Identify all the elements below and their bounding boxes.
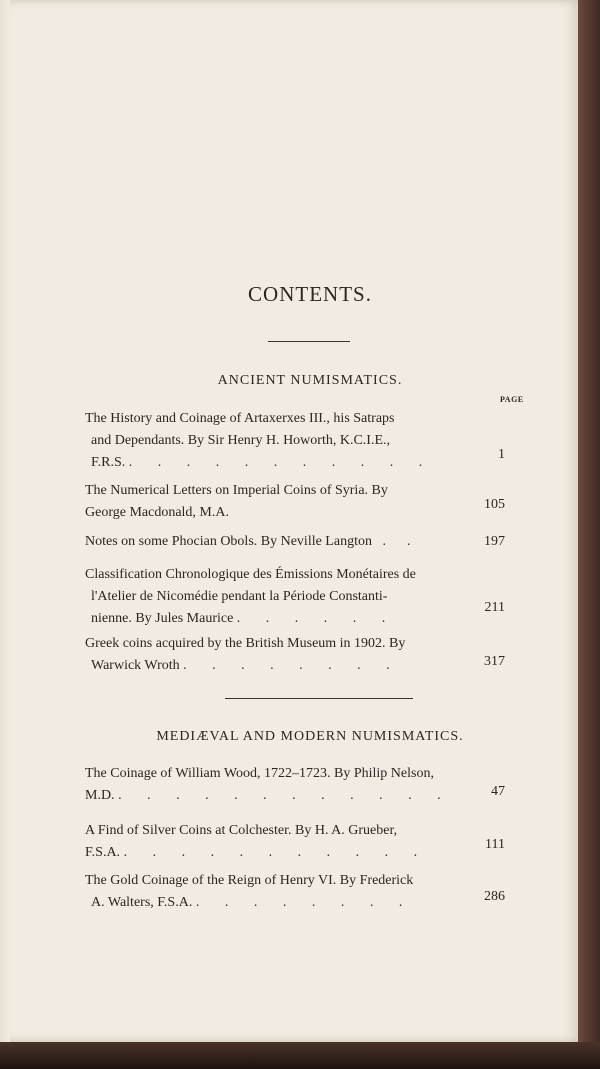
entry-line: The Gold Coinage of the Reign of Henry VI. By Frederick	[85, 873, 414, 888]
toc-entry[interactable]	[85, 763, 505, 807]
page-title: CONTENTS.	[248, 282, 372, 306]
entry-line-last: nienne. By Jules Maurice . . . . . .	[91, 611, 397, 626]
toc-entry[interactable]	[85, 633, 505, 677]
title-rule	[268, 341, 350, 342]
gutter-shadow	[0, 0, 10, 1042]
entry-line-last: F.R.S. . . . . . . . . . . .	[91, 455, 434, 470]
toc-entry[interactable]	[85, 870, 505, 914]
page-column-label: PAGE	[500, 395, 524, 404]
page-number: 1	[498, 447, 505, 462]
toc-entry[interactable]	[85, 531, 505, 553]
page-number: 197	[484, 534, 505, 549]
page-number: 111	[485, 837, 505, 852]
entry-line-last: A. Walters, F.S.A. . . . . . . . .	[91, 895, 414, 910]
page-number: 211	[484, 600, 505, 615]
section-rule	[225, 698, 413, 699]
toc-entry[interactable]	[85, 480, 505, 524]
entry-line: The Numerical Letters on Imperial Coins of Syria. By	[85, 483, 388, 498]
page-number: 105	[484, 497, 505, 512]
toc-entry[interactable]	[85, 564, 505, 630]
entry-line: Classification Chronologique des Émissions Monétaires de	[85, 567, 416, 582]
page-number: 47	[491, 784, 505, 799]
entry-line-last: George Macdonald, M.A.	[85, 505, 229, 520]
section-heading-medieval: MEDIÆVAL AND MODERN NUMISMATICS.	[156, 729, 464, 744]
entry-line: A Find of Silver Coins at Colchester. By H. A. Grueber,	[85, 823, 398, 838]
page-number: 286	[484, 889, 505, 904]
entry-line-last: Notes on some Phocian Obols. By Neville Langton . .	[85, 534, 411, 549]
toc-entry[interactable]	[85, 820, 505, 864]
book-bottom-edge	[0, 1042, 600, 1069]
entry-line-last: F.S.A. . . . . . . . . . . .	[85, 845, 429, 860]
entry-line-last: Warwick Wroth . . . . . . . .	[91, 658, 401, 673]
entry-line-last: M.D. . . . . . . . . . . . .	[85, 788, 452, 803]
book-cover-edge	[578, 0, 600, 1069]
entry-line: l'Atelier de Nicomédie pendant la Période Constanti-	[91, 589, 388, 604]
entry-line: and Dependants. By Sir Henry H. Howorth, K.C.I.E.,	[91, 433, 391, 448]
toc-entry[interactable]	[85, 408, 505, 474]
section-heading-ancient: ANCIENT NUMISMATICS.	[217, 373, 403, 388]
entry-line: The Coinage of William Wood, 1722–1723. By Philip Nelson,	[85, 766, 434, 781]
entry-line: Greek coins acquired by the British Museum in 1902. By	[85, 636, 406, 651]
page-number: 317	[484, 654, 505, 669]
entry-line: The History and Coinage of Artaxerxes III., his Satraps	[85, 411, 395, 426]
